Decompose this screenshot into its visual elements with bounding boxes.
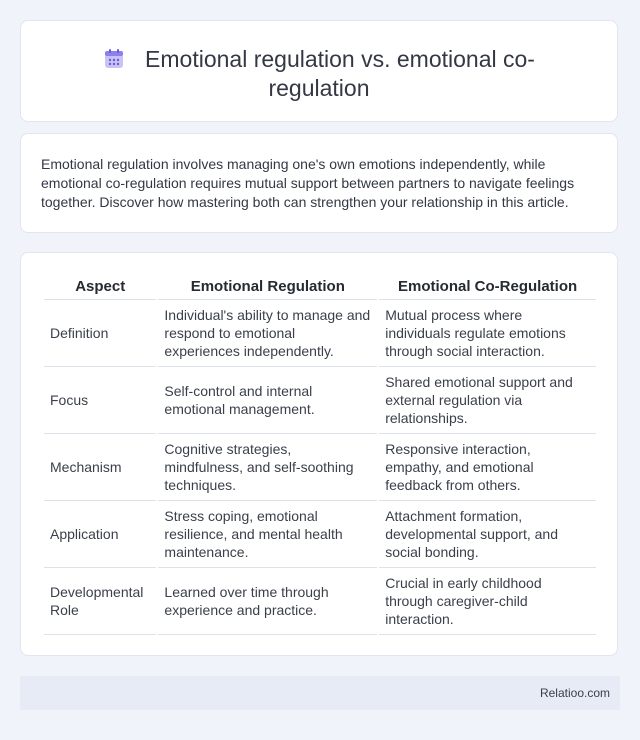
- table-row: [44, 367, 596, 434]
- table-row: [44, 501, 596, 568]
- cell-aspect: Focus: [44, 367, 156, 434]
- cell-co-regulation: Mutual process where individuals regulate emotions through social interaction.: [379, 300, 596, 367]
- cell-co-regulation: Shared emotional support and external regulation via relationships.: [379, 367, 596, 434]
- column-header-emotional-regulation: Emotional Regulation: [158, 275, 377, 300]
- cell-regulation: Learned over time through experience and practice.: [158, 568, 377, 635]
- cell-aspect: Mechanism: [44, 434, 156, 501]
- cell-co-regulation: Crucial in early childhood through caregiver-child interaction.: [379, 568, 596, 635]
- cell-regulation: Self-control and internal emotional management.: [158, 367, 377, 434]
- page-title: [61, 45, 577, 103]
- table-header-row: [44, 275, 596, 300]
- cell-co-regulation: Attachment formation, developmental support, and social bonding.: [379, 501, 596, 568]
- table-row: [44, 434, 596, 501]
- cell-aspect: Definition: [44, 300, 156, 367]
- cell-co-regulation: Responsive interaction, empathy, and emotional feedback from others.: [379, 434, 596, 501]
- cell-regulation: Cognitive strategies, mindfulness, and self-soothing techniques.: [158, 434, 377, 501]
- cell-regulation: Stress coping, emotional resilience, and mental health maintenance.: [158, 501, 377, 568]
- cell-aspect: Developmental Role: [44, 568, 156, 635]
- table-row: [44, 300, 596, 367]
- cell-regulation: Individual's ability to manage and respond to emotional experiences independently.: [158, 300, 377, 367]
- comparison-table: [42, 275, 598, 635]
- cell-aspect: Application: [44, 501, 156, 568]
- column-header-emotional-co-regulation: Emotional Co-Regulation: [379, 275, 596, 300]
- title-card: [20, 20, 618, 122]
- intro-card: [20, 133, 618, 233]
- page-title-text: Emotional regulation vs. emotional co-regulation: [145, 46, 535, 101]
- intro-paragraph: Emotional regulation involves managing one's own emotions independently, while emotional co-regulation requires mutual support between partners to navigate feelings together. Discover how mastering both can strengthen your relationship in this article.: [41, 156, 575, 210]
- table-row: [44, 568, 596, 635]
- calendar-icon: [103, 48, 125, 70]
- footer-brand-link[interactable]: Relatioo.com: [539, 686, 610, 700]
- comparison-card: [20, 252, 618, 656]
- column-header-aspect: Aspect: [44, 275, 156, 300]
- footer-bar: [20, 676, 620, 710]
